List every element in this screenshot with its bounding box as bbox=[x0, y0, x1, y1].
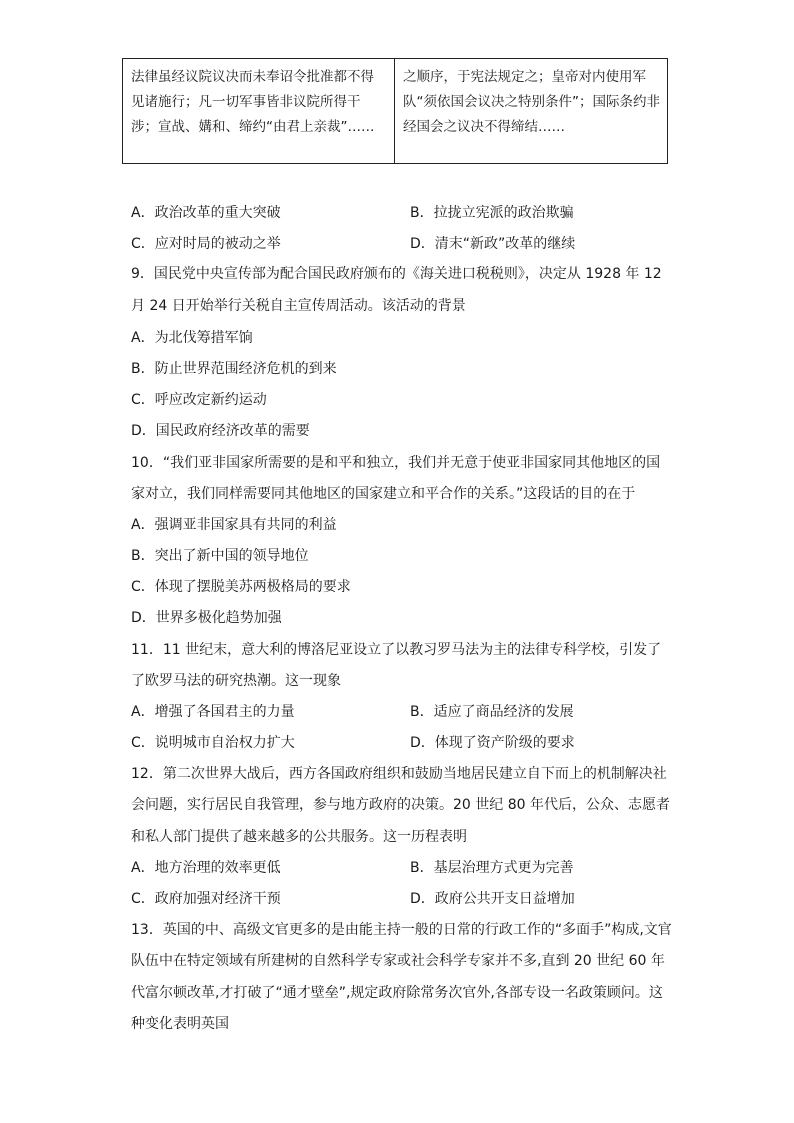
q9-stem-line-2: 月 24 日开始举行关税自主宣传周活动。该活动的背景 bbox=[131, 298, 466, 314]
q8-option-a: A．政治改革的重大突破 bbox=[131, 205, 281, 221]
q9-option-d: D．国民政府经济改革的需要 bbox=[131, 423, 310, 439]
q12-stem-line-2: 会问题，实行居民自我管理，参与地方政府的决策。20 世纪 80 年代后，公众、志愿者 bbox=[131, 797, 670, 813]
q8-option-b: B．拉拢立宪派的政治欺骗 bbox=[410, 205, 574, 221]
q9-option-a: A．为北伐筹措军饷 bbox=[131, 330, 253, 346]
q11-stem-line-2: 了欧罗马法的研究热潮。这一现象 bbox=[131, 673, 341, 689]
q10-option-b: B．突出了新中国的领导地位 bbox=[131, 548, 309, 564]
q11-option-d: D．体现了资产阶级的要求 bbox=[410, 735, 575, 751]
q10-option-a: A．强调亚非国家具有共同的利益 bbox=[131, 517, 337, 533]
q11-option-b: B．适应了商品经济的发展 bbox=[410, 704, 574, 720]
q8-option-d: D．清末“新政”改革的继续 bbox=[410, 236, 576, 252]
table-cell-right: 之顺序，于宪法规定之；皇帝对内使用军队“须依国会议决之特别条件”；国际条约非经国会之议决不得缔结…… bbox=[403, 69, 660, 135]
q11-option-a: A．增强了各国君主的力量 bbox=[131, 704, 295, 720]
q10-option-d: D．世界多极化趋势加强 bbox=[131, 610, 282, 626]
q12-option-c: C．政府加强对经济干预 bbox=[131, 891, 281, 907]
q12-stem-line-3: 和私人部门提供了越来越多的公共服务。这一历程表明 bbox=[131, 829, 467, 845]
table-cell-left: 法律虽经议院议决而未奉诏令批准都不得见诸施行；凡一切军事皆非议院所得干涉；宣战、媾和、缔约“由君上亲裁”…… bbox=[123, 59, 395, 163]
q12-option-a: A．地方治理的效率更低 bbox=[131, 860, 281, 876]
q11-stem-line-1: 11．11 世纪末，意大利的博洛尼亚设立了以教习罗马法为主的法律专科学校，引发了 bbox=[131, 642, 662, 658]
q9-option-c: C．呼应改定新约运动 bbox=[131, 392, 267, 408]
q13-stem-line-2: 队伍中在特定领域有所建树的自然科学专家或社会科学专家并不多,直到 20 世纪 60 年 bbox=[131, 953, 665, 969]
q10-option-c: C．体现了摆脱美苏两极格局的要求 bbox=[131, 579, 351, 595]
q13-stem-line-1: 13．英国的中、高级文官更多的是由能主持一般的日常的行政工作的“多面手”构成,文官 bbox=[131, 922, 672, 938]
q10-stem-line-1: 10．“我们亚非国家所需要的是和平和独立，我们并无意于使亚非国家同其他地区的国 bbox=[131, 455, 661, 471]
q9-stem-line-1: 9．国民党中央宣传部为配合国民政府颁布的《海关进口税税则》，决定从 1928 年 12 bbox=[131, 266, 662, 282]
q13-stem-line-3: 代富尔顿改革,才打破了“通才壁垒”,规定政府除常务次官外,各部专设一名政策顾问。这 bbox=[131, 985, 663, 1001]
q12-stem-line-1: 12．第二次世界大战后，西方各国政府组织和鼓励当地居民建立自下而上的机制解决社 bbox=[131, 766, 667, 782]
q12-option-b: B．基层治理方式更为完善 bbox=[410, 860, 574, 876]
q13-stem-line-4: 种变化表明英国 bbox=[131, 1016, 229, 1032]
q10-stem-line-2: 家对立，我们同样需要同其他地区的国家建立和平合作的关系。”这段话的目的在于 bbox=[131, 486, 636, 502]
q11-option-c: C．说明城市自治权力扩大 bbox=[131, 735, 295, 751]
q9-option-b: B．防止世界范围经济危机的到来 bbox=[131, 361, 337, 377]
q8-option-c: C．应对时局的被动之举 bbox=[131, 236, 281, 252]
q12-option-d: D．政府公共开支日益增加 bbox=[410, 891, 575, 907]
source-table bbox=[122, 58, 668, 164]
